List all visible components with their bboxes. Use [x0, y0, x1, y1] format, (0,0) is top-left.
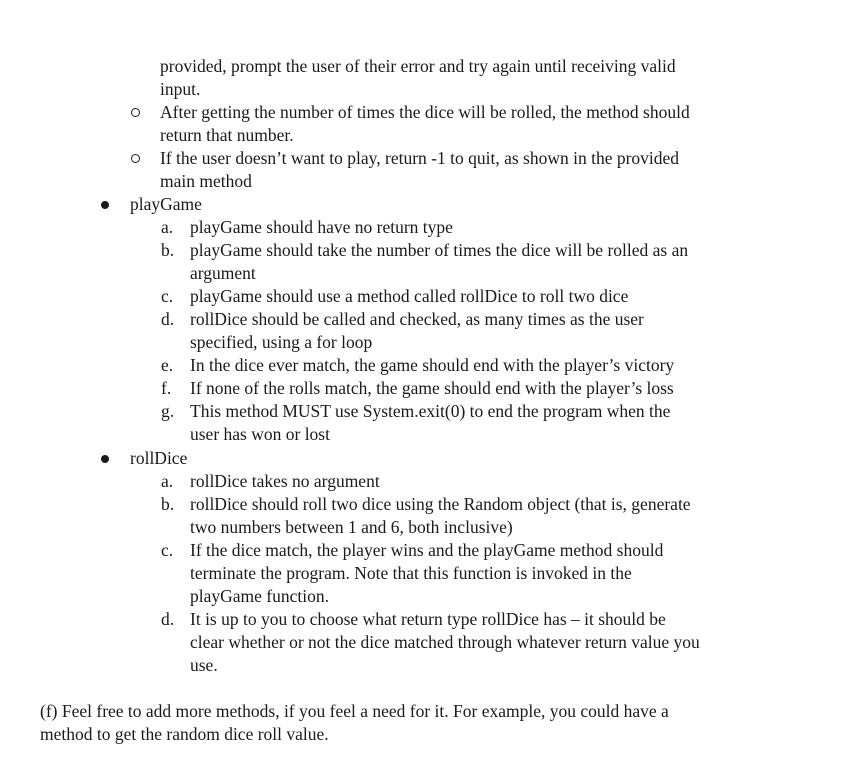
- list-item-text: specified, using a for loop: [190, 332, 373, 352]
- list-item-text: This method MUST use System.exit(0) to end the program when the: [190, 401, 671, 421]
- list-item-text: use.: [190, 655, 218, 675]
- list-marker: a.: [161, 217, 174, 237]
- sub-bullet-text: main method: [160, 171, 252, 191]
- filled-bullet-icon: [101, 201, 109, 209]
- sub-bullet-text: After getting the number of times the dice will be rolled, the method should: [160, 102, 690, 122]
- list-item-text: clear whether or not the dice matched through whatever return value you: [190, 632, 700, 652]
- list-item-text: rollDice takes no argument: [190, 471, 380, 491]
- list-item-text: rollDice should be called and checked, as many times as the user: [190, 309, 644, 329]
- section-heading-playgame: playGame: [130, 194, 202, 214]
- list-marker: d.: [161, 309, 175, 329]
- footer-note-line: method to get the random dice roll value.: [40, 724, 329, 744]
- list-item-text: If none of the rolls match, the game should end with the player’s loss: [190, 378, 674, 398]
- list-item-text: user has won or lost: [190, 424, 330, 444]
- list-item-text: It is up to you to choose what return type rollDice has – it should be: [190, 609, 666, 629]
- sub-bullet-text: If the user doesn’t want to play, return -1 to quit, as shown in the provided: [160, 148, 680, 168]
- list-item-text: playGame should take the number of times the dice will be rolled as an: [190, 240, 689, 260]
- list-marker: e.: [161, 355, 174, 375]
- list-marker: a.: [161, 471, 174, 491]
- list-marker: c.: [161, 286, 174, 306]
- list-marker: b.: [161, 494, 175, 514]
- list-item-text: playGame should have no return type: [190, 217, 453, 237]
- list-item-text: terminate the program. Note that this function is invoked in the: [190, 563, 632, 583]
- filled-bullet-icon: [101, 455, 109, 463]
- section-heading-rolldice: rollDice: [130, 448, 188, 468]
- list-item-text: In the dice ever match, the game should end with the player’s victory: [190, 355, 675, 375]
- list-marker: d.: [161, 609, 175, 629]
- list-item-text: If the dice match, the player wins and the playGame method should: [190, 540, 664, 560]
- list-marker: b.: [161, 240, 175, 260]
- sub-bullet-continuation-line: provided, prompt the user of their error and try again until receiving valid: [160, 56, 676, 76]
- sub-bullet-continuation-line: input.: [160, 79, 201, 99]
- list-item-text: argument: [190, 263, 256, 283]
- list-item-text: playGame function.: [190, 586, 329, 606]
- list-item-text: playGame should use a method called rollDice to roll two dice: [190, 286, 629, 306]
- list-marker: c.: [161, 540, 174, 560]
- list-item-text: rollDice should roll two dice using the Random object (that is, generate: [190, 494, 691, 514]
- hollow-circle-bullet-icon: [131, 108, 140, 117]
- sub-bullet-text: return that number.: [160, 125, 294, 145]
- list-item-text: two numbers between 1 and 6, both inclusive): [190, 517, 513, 537]
- list-marker: g.: [161, 401, 175, 421]
- hollow-circle-bullet-icon: [131, 154, 140, 163]
- footer-note-line: (f) Feel free to add more methods, if you feel a need for it. For example, you could have a: [40, 701, 669, 721]
- list-marker: f.: [161, 378, 172, 398]
